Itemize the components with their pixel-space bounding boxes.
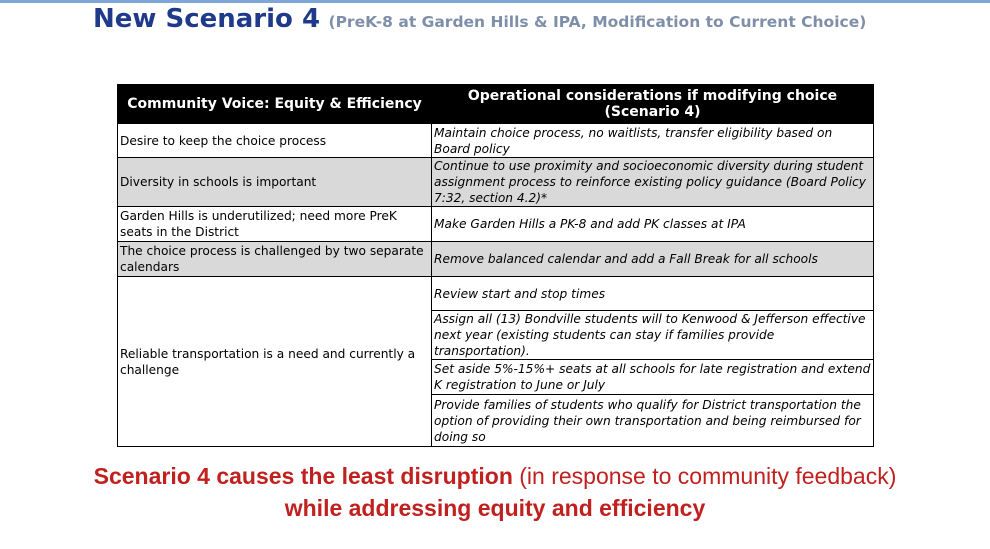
ops-cell: Remove balanced calendar and add a Fall Break for all schools: [432, 242, 874, 277]
voice-cell: Diversity in schools is important: [118, 158, 432, 207]
voice-cell: Desire to keep the choice process: [118, 124, 432, 158]
conclusion-statement: [0, 460, 990, 524]
title-subtitle: (PreK-8 at Garden Hills & IPA, Modification to Current Choice): [328, 13, 867, 31]
table-row: [118, 207, 874, 242]
ops-cell: Maintain choice process, no waitlists, transfer eligibility based on Board policy: [432, 124, 874, 158]
ops-cell: Make Garden Hills a PK-8 and add PK classes at IPA: [432, 207, 874, 242]
table-header-row: [118, 85, 874, 124]
scenario-table: [117, 84, 874, 447]
ops-cell: Assign all (13) Bondville students will to Kenwood & Jefferson effective next year (existing students can stay if families provide transportation).: [432, 311, 874, 360]
title-main: New Scenario 4: [93, 4, 321, 34]
ops-cell: Provide families of students who qualify for District transportation the option of providing their own transportation and being reimbursed for doing so: [432, 395, 874, 447]
conclusion-rest: (in response to community feedback): [512, 463, 897, 489]
header-operational-considerations: Operational considerations if modifying choice (Scenario 4): [432, 85, 874, 124]
ops-cell: Continue to use proximity and socioeconomic diversity during student assignment process to reinforce existing policy guidance (Board Policy 7:32, section 4.2)*: [432, 158, 874, 207]
voice-cell: Garden Hills is underutilized; need more PreK seats in the District: [118, 207, 432, 242]
slide-title: [93, 4, 866, 34]
table-row: [118, 124, 874, 158]
table-row: [118, 277, 874, 311]
voice-cell: The choice process is challenged by two separate calendars: [118, 242, 432, 277]
ops-cell: Review start and stop times: [432, 277, 874, 311]
header-community-voice: Community Voice: Equity & Efficiency: [118, 85, 432, 124]
table-row: [118, 158, 874, 207]
ops-cell: Set aside 5%-15%+ seats at all schools for late registration and extend K registration to June or July: [432, 360, 874, 395]
voice-cell-transportation: Reliable transportation is a need and currently a challenge: [118, 277, 432, 447]
conclusion-line-1: [0, 460, 990, 492]
conclusion-line-2: while addressing equity and efficiency: [284, 495, 706, 521]
conclusion-emphasis: Scenario 4 causes the least disruption: [93, 463, 513, 489]
top-accent-rule: [0, 0, 990, 3]
table-row: [118, 242, 874, 277]
